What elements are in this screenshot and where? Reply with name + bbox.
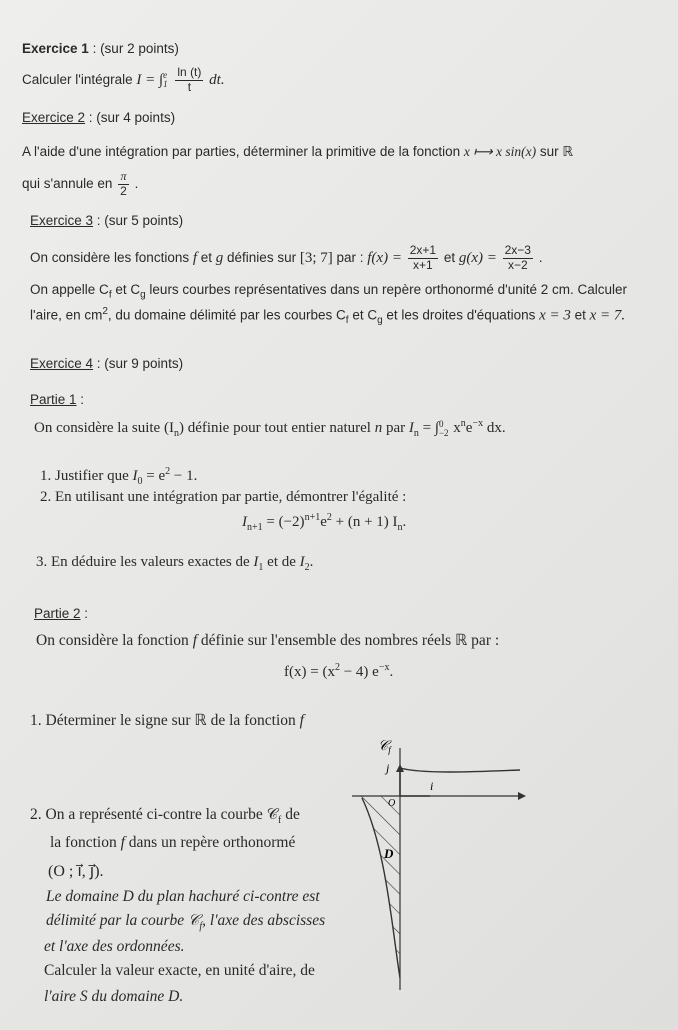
q2-eq-sup: n+1	[304, 512, 321, 523]
ex1-heading	[22, 41, 179, 57]
p2-q2-l6: et l'axe des ordonnées.	[44, 938, 185, 955]
p2-intro-a: On considère la fonction	[36, 632, 193, 649]
p2-q2-l3: (O ; i⃗, j⃗).	[48, 863, 104, 880]
q2-eq-sub: n+1	[247, 522, 263, 533]
ex3-end: .	[534, 249, 543, 265]
p1-int-upper: 0	[438, 418, 444, 429]
ex1-upper: e	[163, 70, 168, 81]
ex3-l3-sub-g: g	[377, 315, 383, 327]
p1-intro-sub: n	[173, 428, 179, 439]
ex1-title: Exercice 1	[22, 41, 89, 56]
p2-q2-l1-sub: f	[278, 815, 282, 827]
ex4-part2-heading	[34, 606, 88, 622]
p1-par: par	[382, 420, 409, 436]
ex3-heading	[30, 213, 183, 229]
ex4-p2-q2-l4	[46, 888, 320, 907]
ex1-text: Calculer l'intégrale	[22, 71, 137, 87]
p2-q2-l5a: délimité par la courbe 𝒞	[46, 912, 200, 929]
ex4-q1	[40, 466, 197, 488]
x-arrowhead	[518, 792, 526, 800]
p2-q2-l5b: , l'axe des abscisses	[202, 912, 326, 929]
q3-text: 3. En déduire les valeurs exactes de	[36, 554, 254, 570]
ex3-l2-sub-g: g	[140, 289, 146, 301]
ex2-line1	[22, 144, 573, 160]
p2-q1-f: f	[299, 712, 304, 729]
ex4-p2-q2-l3	[48, 862, 104, 881]
ex3-l2b: et C	[111, 282, 141, 297]
ex2-pi-num: π	[118, 170, 129, 185]
ex2-points: : (sur 4 points)	[85, 110, 176, 125]
q2-eq-b: = (−2)	[262, 514, 305, 530]
ex3-g-num: 2x−3	[504, 243, 531, 257]
ex4-q2-equation	[242, 512, 406, 534]
p2-q2-l1b: de	[281, 806, 300, 823]
p2-def-end: .	[389, 664, 394, 680]
ex2-text2: qui s'annule en	[22, 175, 117, 191]
ex3-interval: [3; 7]	[299, 249, 333, 266]
ex3-x3: x = 3	[539, 307, 571, 324]
origin-label: O	[388, 798, 396, 809]
p2-q2-l8: l'aire S du domaine D.	[44, 988, 184, 1005]
p2-def-a: f(x) = (x	[284, 664, 335, 680]
ex3-l3-sub-f: f	[345, 315, 349, 327]
p1-def: I	[408, 420, 414, 436]
ex4-part2-colon: :	[80, 606, 89, 621]
ex3-t1: On considère les fonctions	[30, 249, 193, 265]
ex4-p2-q2-l2	[50, 834, 295, 853]
ex2-heading	[22, 110, 175, 126]
ex4-part1-colon: :	[76, 392, 85, 407]
p1-integrand-sup2: −x	[472, 418, 484, 429]
q3-i1-sub: 1	[258, 562, 264, 573]
p2-intro-b: définie sur l'ensemble des nombres réels ℝ par :	[197, 632, 500, 649]
p2-f: f	[192, 632, 197, 649]
ex4-q3	[36, 553, 313, 574]
ex2-fn: x ⟼ x sin(x)	[463, 144, 537, 159]
ex4-part1-title: Partie 1	[30, 392, 77, 407]
p2-q2-l7: Calculer la valeur exacte, en unité d'aire, de	[44, 962, 315, 979]
ex3-l2a: On appelle C	[30, 282, 109, 297]
ex4-p2-def	[284, 662, 393, 681]
ex3-g: g	[215, 249, 224, 266]
domain-d-hatched	[360, 796, 400, 978]
ex3-g-den: x−2	[507, 257, 528, 272]
p2-def-sup2: −x	[378, 662, 390, 673]
p2-q2-l1a: 2. On a représenté ci-contre la courbe 𝒞	[30, 806, 278, 823]
i-label: i⃗	[430, 779, 443, 793]
ex4-q2	[40, 488, 406, 506]
ex1-statement	[22, 66, 225, 95]
ex2-pi-den: 2	[120, 183, 127, 198]
q1-end: − 1.	[170, 468, 198, 484]
ex4-p1-intro	[34, 418, 506, 440]
q2-eq-a: I	[242, 514, 247, 530]
ex4-p2-q2-l5	[46, 912, 325, 933]
q3-et: et de	[263, 554, 300, 570]
p2-q2-l2-f: f	[120, 834, 125, 851]
ex3-t2: définies sur	[223, 249, 300, 265]
ex2-on-r: sur ℝ	[536, 144, 574, 159]
p1-def-eq: = ∫	[418, 420, 439, 436]
ex3-l3a: l'aire, en cm	[30, 307, 103, 323]
ex4-part1-heading	[30, 392, 84, 408]
q3-i2-sub: 2	[304, 562, 310, 573]
j-label: j⃗	[386, 761, 399, 775]
q2-eq-d: + (n + 1) I	[331, 514, 398, 530]
curve-label: 𝒞$_f$	[378, 739, 391, 755]
ex3-l2-sub-f: f	[108, 289, 112, 301]
ex1-frac-den: t	[187, 79, 192, 94]
ex2-text1: A l'aide d'une intégration par parties, déterminer la primitive de la fonction	[22, 144, 461, 159]
ex3-et2: et	[440, 249, 459, 265]
p1-integrand: x	[449, 420, 461, 436]
p1-dx: dx.	[483, 420, 506, 436]
q1-math: I	[132, 468, 138, 484]
ex3-et3: et	[570, 307, 590, 323]
ex3-f-num: 2x+1	[409, 243, 437, 257]
ex4-p2-q2-l1	[30, 806, 300, 827]
p1-integrand-b: e	[465, 420, 473, 436]
ex3-l3-sup: 2	[102, 306, 108, 317]
q2-eq-end: .	[402, 514, 407, 530]
ex3-l2c: leurs courbes représentatives dans un repère orthonormé d'unité 2 cm. Calculer	[145, 282, 627, 297]
p2-q2-l5-sub: f	[199, 921, 203, 933]
q1-sub: 0	[137, 476, 143, 487]
ex4-heading	[30, 356, 183, 372]
domain-label: D	[384, 846, 394, 861]
p2-q2-l2b: dans un repère orthonormé	[124, 834, 296, 851]
ex3-l3b: , du domaine délimité par les courbes C	[107, 307, 346, 323]
ex4-p2-q2-l6	[44, 938, 184, 957]
ex2-title: Exercice 2	[22, 110, 86, 125]
ex1-integral-lhs: I = ∫	[136, 71, 164, 88]
q2-eq-c: e	[320, 514, 327, 530]
p2-q2-l2a: la fonction	[50, 834, 121, 851]
ex4-part2-title: Partie 2	[34, 606, 81, 621]
q3-i1: I	[253, 554, 259, 570]
ex3-f: f	[192, 249, 198, 266]
ex4-p2-intro	[36, 632, 499, 651]
p1-def-sub: n	[413, 428, 419, 439]
ex3-f-den: x+1	[413, 257, 433, 272]
q2-text: 2. En utilisant une intégration par partie, démontrer l'égalité :	[40, 489, 407, 505]
function-graph	[352, 728, 542, 990]
q3-i2: I	[299, 554, 305, 570]
p2-q2-l4: Le domaine D du plan hachuré ci-contre est	[46, 888, 320, 905]
ex2-period: .	[130, 175, 139, 191]
ex2-line2	[22, 170, 138, 199]
ex4-points: : (sur 9 points)	[93, 356, 184, 371]
ex3-points: : (sur 5 points)	[93, 213, 184, 228]
ex3-par: par :	[332, 249, 368, 265]
p2-q1-text: 1. Déterminer le signe sur ℝ de la fonction	[30, 712, 300, 729]
ex3-g-def: g(x) =	[458, 249, 501, 266]
q1-sup: 2	[165, 466, 171, 477]
ex1-frac-num: ln (t)	[177, 65, 202, 79]
q1-text: 1. Justifier que	[40, 468, 133, 484]
ex3-line3	[30, 306, 625, 327]
ex1-dt: dt.	[209, 71, 225, 88]
q3-end: .	[309, 554, 314, 570]
p2-def-sup: 2	[334, 662, 340, 673]
q2-eq-sub2: n	[397, 522, 403, 533]
q1-eq: = e	[142, 468, 166, 484]
ex1-points: : (sur 2 points)	[88, 41, 179, 56]
ex3-f-def: f(x) =	[367, 249, 406, 266]
ex4-title: Exercice 4	[30, 356, 94, 371]
ex3-title: Exercice 3	[30, 213, 94, 228]
ex4-p2-q1	[30, 712, 304, 731]
ex3-line1	[30, 244, 542, 273]
p2-def-b: − 4) e	[339, 664, 379, 680]
p1-intro-b: ) définie pour tout entier naturel	[178, 420, 375, 436]
ex3-l3d: et les droites d'équations	[382, 307, 540, 323]
ex3-l3c: et C	[348, 307, 378, 323]
ex4-p2-q2-l7	[44, 962, 315, 981]
p1-integrand-sup: n	[460, 418, 466, 429]
ex3-x7: x = 7.	[589, 307, 626, 324]
ex4-p2-q2-l8	[44, 988, 183, 1007]
p1-n: n	[374, 420, 383, 436]
ex3-line2	[30, 282, 627, 302]
p1-intro-a: On considère la suite (I	[34, 420, 174, 436]
q2-eq-sup2: 2	[326, 512, 332, 523]
ex3-et: et	[197, 249, 216, 265]
ex1-lower: 1	[163, 79, 168, 90]
p1-int-lower: −2	[438, 427, 449, 438]
